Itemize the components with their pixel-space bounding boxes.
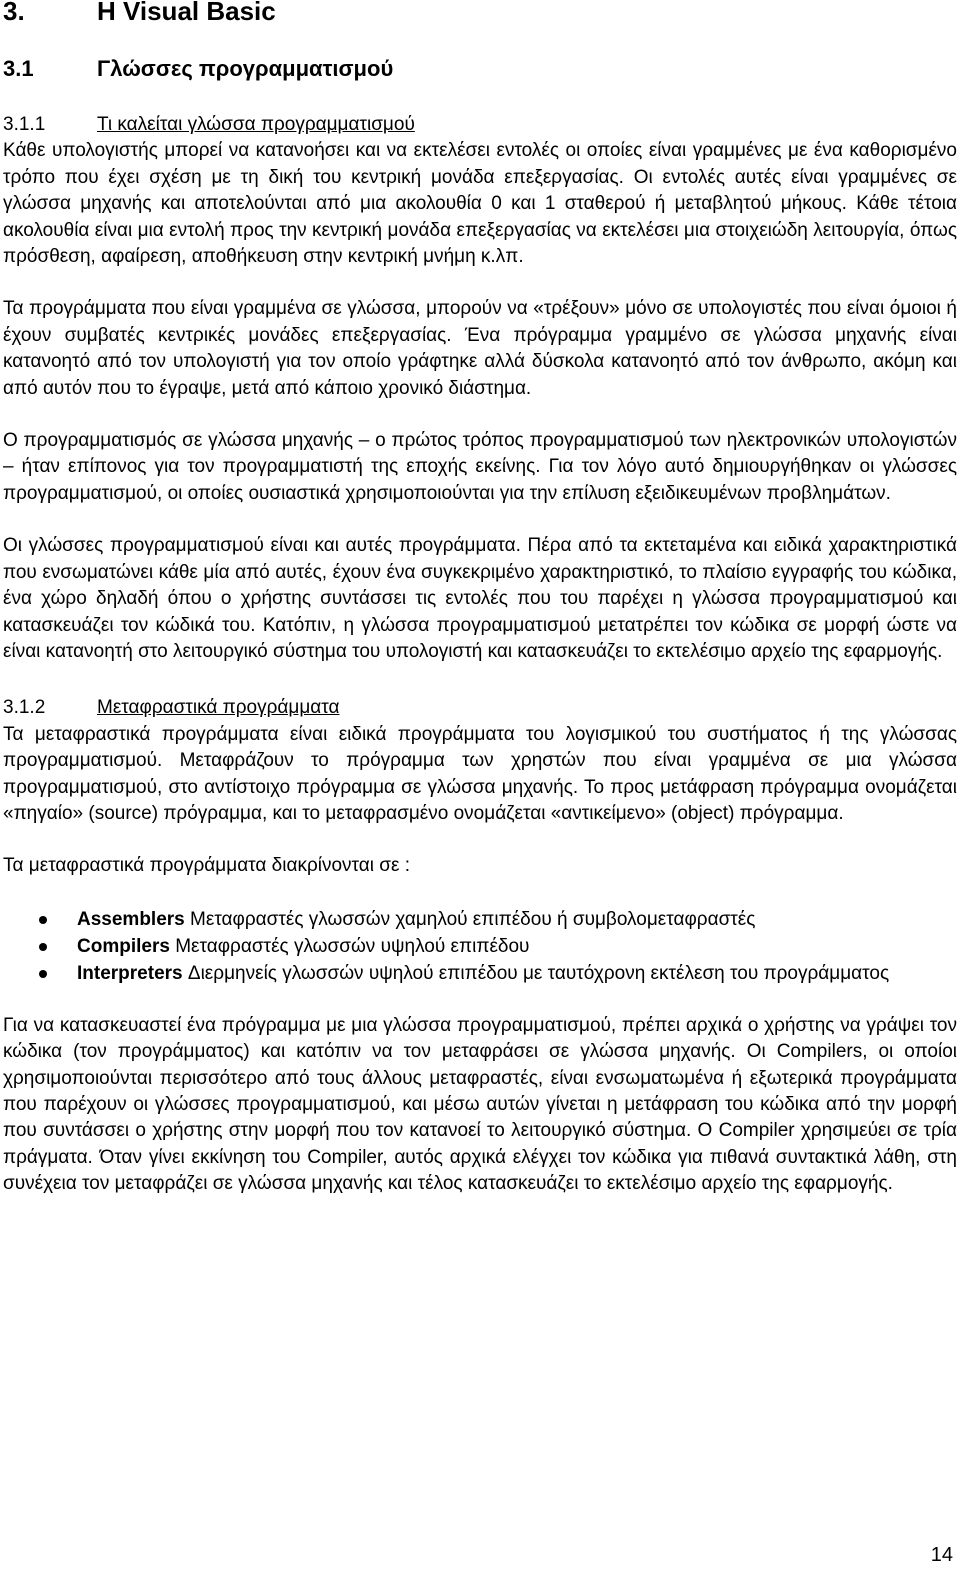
list-item-term: Compilers (77, 935, 170, 957)
paragraph: Τα προγράμματα που είναι γραμμένα σε γλώσσα, μπορούν να «τρέξουν» μόνο σε υπολογιστές που είναι όμοιοι ή έχουν συμβατές κεντρικές μονάδες επεξεργασίας. Ένα πρόγραμμα γραμμένο σε γλώσσα μηχανής είναι κατανοητό από τον υπολογιστή για τον οποίο γράφτηκε αλλά δύσκολα κατανοητό από τον άνθρωπο, ακόμη και από αυτόν που το έγραψε, μετά από κάποιο χρονικό διάστημα. (3, 298, 957, 399)
paragraph: Ο προγραμματισμός σε γλώσσα μηχανής – ο πρώτος τρόπος προγραμματισμού των ηλεκτρονικών υπολογιστών – ήταν επίπονος για τον προγραμματιστή της εποχής εκείνης. Για τον λόγο αυτό δημιουργήθηκαν οι γλώσσες προγραμματισμού, οι οποίες ουσιαστικά χρησιμοποιούνται για την επίλυση εξειδικευμένων προβλημάτων. (3, 430, 957, 504)
list-item (3, 933, 957, 960)
chapter-heading (3, 0, 957, 24)
translator-types-list (3, 906, 957, 987)
document-page (3, 0, 957, 1198)
list-item (3, 960, 957, 987)
page-number: 14 (930, 1544, 953, 1566)
bullet-icon (39, 943, 47, 951)
chapter-number: 3. (3, 0, 25, 26)
section-number: 3.1 (3, 56, 34, 81)
list-item-term: Interpreters (77, 962, 183, 984)
chapter-title: Η Visual Basic (97, 0, 276, 26)
subsection-title: Μεταφραστικά προγράμματα (97, 697, 340, 719)
bullet-icon (39, 916, 47, 924)
list-item-description: Μεταφραστές γλωσσών χαμηλού επιπέδου ή συμβολομεταφραστές (190, 908, 756, 930)
paragraph: Τα μεταφραστικά προγράμματα διακρίνονται σε : (3, 855, 411, 877)
list-item-description: Διερμηνείς γλωσσών υψηλού επιπέδου με ταυτόχρονη εκτέλεση του προγράμματος (187, 962, 890, 984)
list-item-term: Assemblers (77, 908, 185, 930)
subsection-title: Τι καλείται γλώσσα προγραμματισμού (97, 114, 415, 135)
list-item (3, 906, 957, 933)
paragraph: Τα μεταφραστικά προγράμματα είναι ειδικά προγράμματα του λογισμικού του συστήματος ή της γλώσσας προγραμματισμού. Μεταφράζουν το πρόγραμμα των χρηστών που είναι γραμμένα σε μια γλώσσα προγραμματισμού, στο αντίστοιχο πρόγραμμα σε γλώσσα μηχανής. Το προς μετάφραση πρόγραμμα ονομάζεται «πηγαίο» (source) πρόγραμμα, και το μεταφρασμένο ονομάζεται «αντικείμενο» (object) πρόγραμμα. (3, 723, 957, 824)
subsection-heading-1 (3, 112, 957, 138)
bullet-icon (39, 970, 47, 978)
list-item-description: Μεταφραστές γλωσσών υψηλού επιπέδου (175, 935, 530, 957)
subsection-number: 3.1.2 (3, 697, 46, 719)
section-title: Γλώσσες προγραμματισμού (97, 56, 394, 81)
paragraph: Κάθε υπολογιστής μπορεί να κατανοήσει και να εκτελέσει εντολές οι οποίες είναι γραμμένες με ένα καθορισμένο τρόπο που έχει σχέση με τη δική του κεντρική μονάδα επεξεργασίας. Οι εντολές αυτές είναι γραμμένες σε γλώσσα μηχανής και αποτελούνται από μια ακολουθία 0 και 1 σταθερού ή μεταβλητού μήκους. Κάθε τέτοια ακολουθία είναι μια εντολή προς την κεντρική μονάδα επεξεργασίας να εκτελέσει μια στοιχειώδη λειτουργία, όπως πρόσθεση, αφαίρεση, αποθήκευση στην κεντρική μνήμη κ.λπ. (3, 140, 957, 268)
paragraph: Για να κατασκευαστεί ένα πρόγραμμα με μια γλώσσα προγραμματισμού, πρέπει αρχικά ο χρήστης να γράψει τον κώδικα (τον προγράμματος) και κατόπιν να τον μεταφράσει σε γλώσσα μηχανής. Οι Compilers, οι οποίοι χρησιμοποιούνται περισσότερο από τους άλλους μεταφραστές, είναι ενσωματωμένα ή εξωτερικά προγράμματα που παρέχουν οι γλώσσες προγραμματισμού, και μέσω αυτών γίνεται η μετάφραση του κώδικα από την μορφή που συντάσσει ο χρήστης στην μορφή που τον κατανοεί το λειτουργικό σύστημα. Ο Compiler χρησιμεύει σε τρία πράγματα. Όταν γίνει εκκίνηση του Compiler, αυτός αρχικά ελέγχει τον κώδικα για πιθανά συντακτικά λάθη, στη συνέχεια τον μεταφράζει σε γλώσσα μηχανής και τέλος κατασκευάζει το εκτελέσιμο αρχείο της εφαρμογής. (3, 1014, 957, 1195)
subsection-heading-2 (3, 695, 957, 721)
subsection-number: 3.1.1 (3, 114, 46, 135)
section-heading (3, 56, 957, 82)
paragraph: Οι γλώσσες προγραμματισμού είναι και αυτές προγράμματα. Πέρα από τα εκτεταμένα και ειδικά χαρακτηριστικά που ενσωματώνει κάθε μία από αυτές, έχουν ένα συγκεκριμένο χαρακτηριστικό, το πλαίσιο εγγραφής του κώδικα, ένα χώρο δηλαδή όπου ο χρήστης συντάσσει τις εντολές που του παρέχει η γλώσσα προγραμματισμού και κατασκευάζει τον κώδικά του. Κατόπιν, η γλώσσα προγραμματισμού μετατρέπει τον κώδικα σε μορφή ώστε να είναι κατανοητή στο λειτουργικό σύστημα του υπολογιστή και κατασκευάζει το εκτελέσιμο αρχείο της εφαρμογής. (3, 535, 957, 662)
